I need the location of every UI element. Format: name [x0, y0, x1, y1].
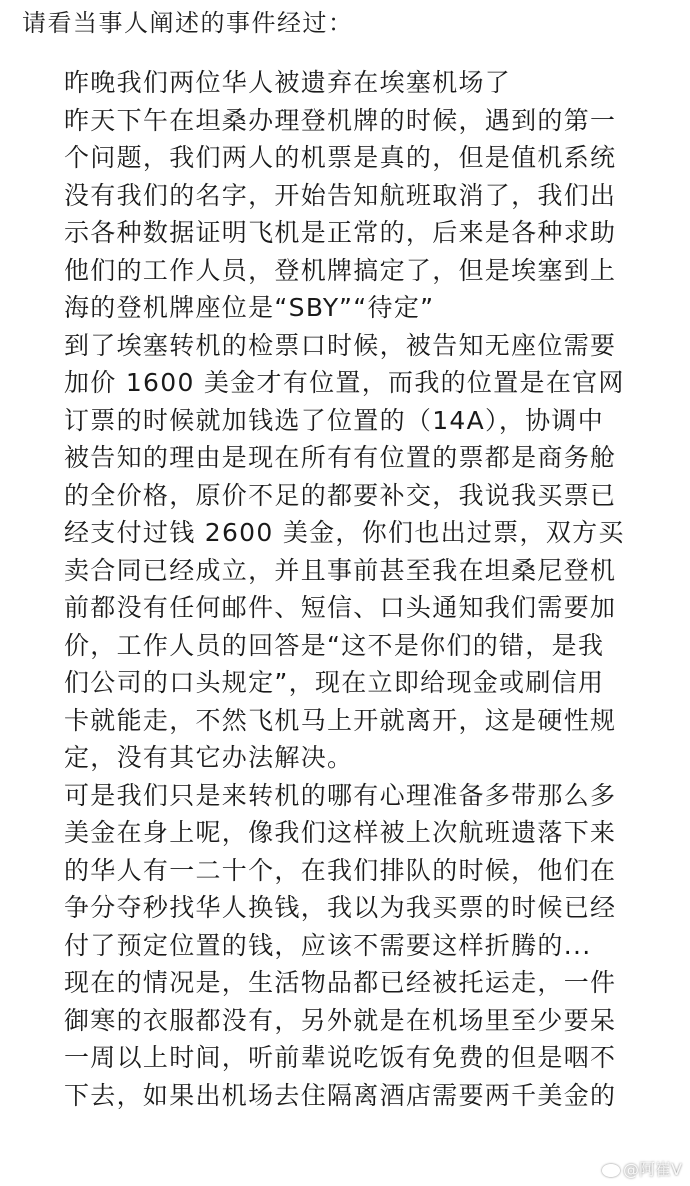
statement-line: 昨晚我们两位华人被遗弃在埃塞机场了 — [64, 68, 512, 97]
statement-line: 御寒的衣服都没有，另外就是在机场里至少要呆 — [64, 1005, 617, 1035]
statement-line: 加价 1600 美金才有位置，而我的位置是在官网 — [64, 368, 625, 397]
statement-line: 示各种数据证明飞机是正常的，后来是各种求助 — [64, 218, 617, 247]
statement-line: 前都没有任何邮件、短信、口头通知我们需要加 — [64, 593, 617, 622]
weibo-logo-icon — [602, 1164, 620, 1177]
statement-line: 一周以上时间，听前辈说吃饭有免费的但是咽不 — [64, 1043, 617, 1072]
statement-line: 经支付过钱 2600 美金，你们也出过票，双方买 — [64, 518, 625, 547]
statement-line: 可是我们只是来转机的哪有心理准备多带那么多 — [64, 780, 617, 810]
statement-line: 定，没有其它办法解决。 — [64, 743, 354, 772]
watermark-handle: @阿崔V — [623, 1160, 682, 1179]
statement-line: 个问题，我们两人的机票是真的，但是值机系统 — [64, 143, 617, 172]
statement-line: 卖合同已经成立，并且事前甚至我在坦桑尼登机 — [64, 555, 617, 585]
document-heading: 请看当事人阐述的事件经过： — [22, 9, 354, 37]
statement-line: 的华人有一二十个，在我们排队的时候，他们在 — [64, 855, 617, 885]
statement-line: 现在的情况是，生活物品都已经被托运走，一件 — [64, 968, 617, 997]
statement-line: 价，工作人员的回答是“这不是你们的错，是我 — [64, 630, 605, 660]
statement-line: 海的登机牌座位是“SBY”“待定” — [64, 293, 435, 322]
statement-line: 卡就能走，不然飞机马上开就离开，这是硬性规 — [64, 705, 617, 735]
statement-line: 付了预定位置的钱，应该不需要这样折腾的... — [64, 930, 592, 960]
statement-line: 下去，如果出机场去住隔离酒店需要两千美金的 — [64, 1080, 617, 1110]
weibo-watermark — [602, 1160, 682, 1180]
statement-line: 美金在身上呢，像我们这样被上次航班遗落下来 — [64, 818, 617, 847]
statement-line: 的全价格，原价不足的都要补交，我说我买票已 — [64, 480, 617, 510]
statement-line: 们公司的口头规定”，现在立即给现金或刷信用 — [64, 668, 605, 697]
statement-line: 到了埃塞转机的检票口时候，被告知无座位需要 — [64, 330, 617, 360]
statement-line: 没有我们的名字，开始告知航班取消了，我们出 — [64, 180, 617, 210]
statement-line: 争分夺秒找华人换钱，我以为我买票的时候已经 — [64, 893, 617, 922]
statement-body — [64, 64, 664, 1114]
statement-line: 被告知的理由是现在所有有位置的票都是商务舱 — [64, 443, 617, 472]
statement-line: 昨天下午在坦桑办理登机牌的时候，遇到的第一 — [64, 105, 617, 135]
statement-line: 订票的时候就加钱选了位置的（14A），协调中 — [64, 405, 605, 435]
statement-line: 他们的工作人员，登机牌搞定了，但是埃塞到上 — [64, 255, 617, 285]
